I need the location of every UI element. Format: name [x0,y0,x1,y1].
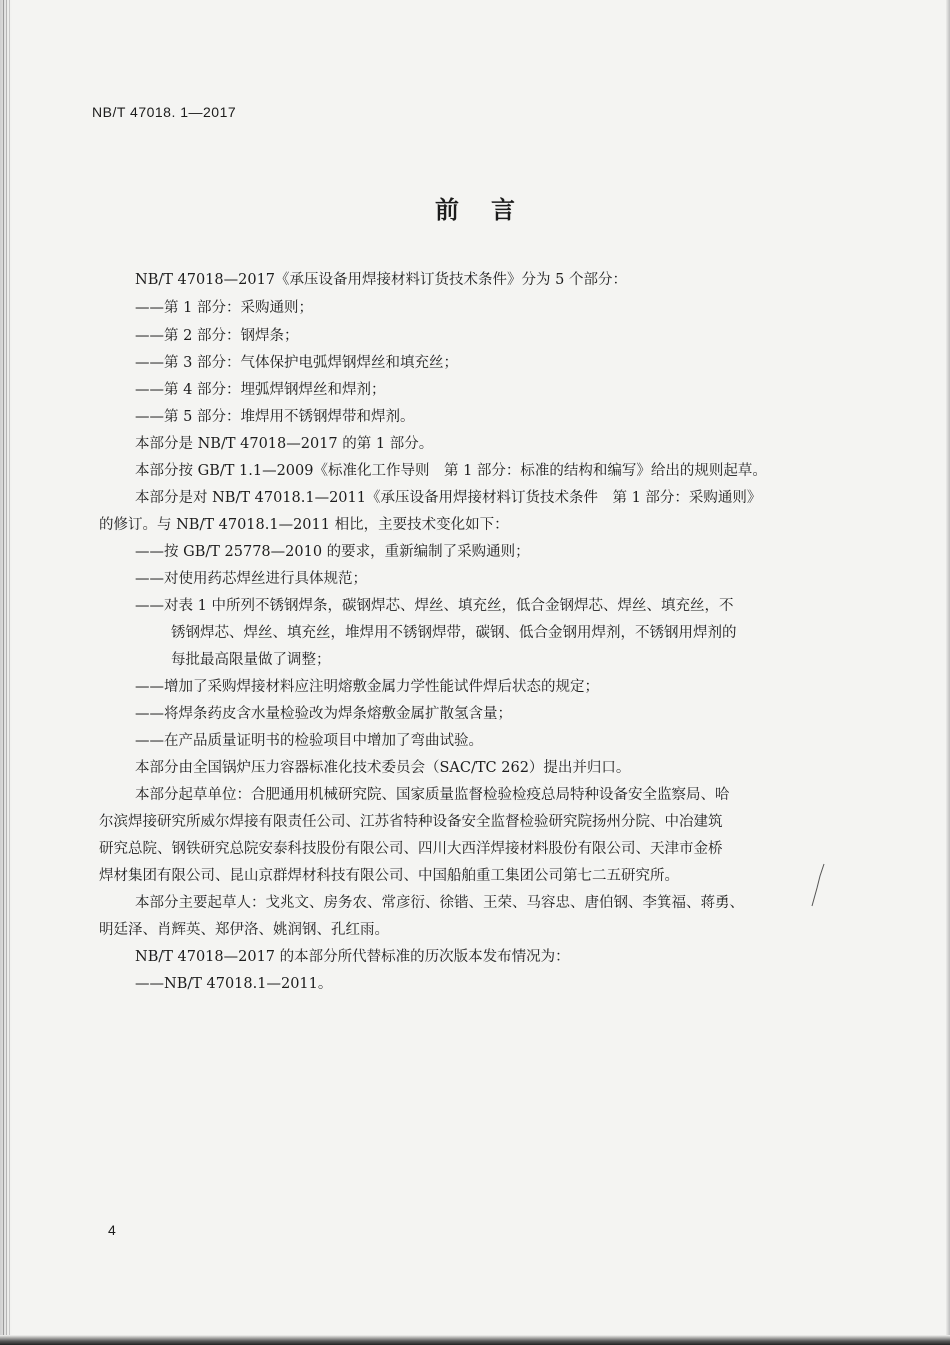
part-list-item: ——第 3 部分：气体保护电弧焊钢焊丝和填充丝； [135,355,458,371]
change-list-item: ——增加了采购焊接材料应注明熔敷金属力学性能试件焊后状态的规定； [135,679,599,695]
history-paragraph: NB/T 47018—2017 的本部分所代替标准的历次版本发布情况为： [135,949,570,965]
page-number: 4 [108,1222,116,1238]
drafting-units-line: 焊材集团有限公司、昆山京群焊材科技有限公司、中国船舶重工集团公司第七二五研究所。 [99,868,679,884]
change-list-item-continuation: 锈钢焊芯、焊丝、填充丝，堆焊用不锈钢焊带，碳钢、低合金钢用焊剂，不锈钢用焊剂的 [171,625,737,641]
change-list-item: ——在产品质量证明书的检验项目中增加了弯曲试验。 [135,733,483,749]
intro-paragraph: NB/T 47018—2017《承压设备用焊接材料订货技术条件》分为 5 个部分： [135,272,627,288]
drafters-line: 明廷泽、肖辉英、郑伊洛、姚润钢、孔红雨。 [99,922,389,938]
page-title: 前言 [435,196,547,224]
change-list-item: ——对使用药芯焊丝进行具体规范； [135,571,367,587]
drafting-rule-paragraph: 本部分按 GB/T 1.1—2009《标准化工作导则 第 1 部分：标准的结构和编写》给出的规则起草。 [135,463,767,479]
part-list-item: ——第 5 部分：堆焊用不锈钢焊带和焊剂。 [135,409,415,425]
change-list-item: ——对表 1 中所列不锈钢焊条，碳钢焊芯、焊丝、填充丝，低合金钢焊芯、焊丝、填充丝，不 [135,598,734,614]
part-list-item: ——第 4 部分：埋弧焊钢焊丝和焊剂； [135,382,386,398]
revision-paragraph-line: 本部分是对 NB/T 47018.1—2011《承压设备用焊接材料订货技术条件 第 1 部分：采购通则》 [135,490,762,506]
standard-code-header: NB/T 47018. 1—2017 [92,104,237,120]
drafting-units-line: 本部分起草单位：合肥通用机械研究院、国家质量监督检验检疫总局特种设备安全监察局、哈 [135,787,730,803]
part-list-item: ——第 2 部分：钢焊条； [135,328,299,344]
history-list-item: ——NB/T 47018.1—2011。 [135,976,333,992]
scope-paragraph: 本部分是 NB/T 47018—2017 的第 1 部分。 [135,436,434,452]
part-list-item: ——第 1 部分：采购通则； [135,300,313,316]
drafting-units-line: 尔滨焊接研究所威尔焊接有限责任公司、江苏省特种设备安全监督检验研究院扬州分院、中冶建筑 [99,814,723,830]
change-list-item-continuation: 每批最高限量做了调整； [171,652,331,668]
revision-paragraph-line: 的修订。与 NB/T 47018.1—2011 相比，主要技术变化如下： [99,517,509,533]
drafting-units-line: 研究总院、钢铁研究总院安泰科技股份有限公司、四川大西洋焊接材料股份有限公司、天津市金桥 [99,841,723,857]
change-list-item: ——按 GB/T 25778—2010 的要求，重新编制了采购通则； [135,544,530,560]
drafters-line: 本部分主要起草人：戈兆文、房务农、常彦衍、徐锴、王荣、马容忠、唐伯钢、李箕福、蒋勇、 [135,895,744,911]
committee-paragraph: 本部分由全国锅炉压力容器标准化技术委员会（SAC/TC 262）提出并归口。 [135,760,631,776]
scan-bottom-edge [0,1335,950,1345]
pen-stroke-mark [808,862,828,908]
change-list-item: ——将焊条药皮含水量检验改为焊条熔敷金属扩散氢含量； [135,706,512,722]
